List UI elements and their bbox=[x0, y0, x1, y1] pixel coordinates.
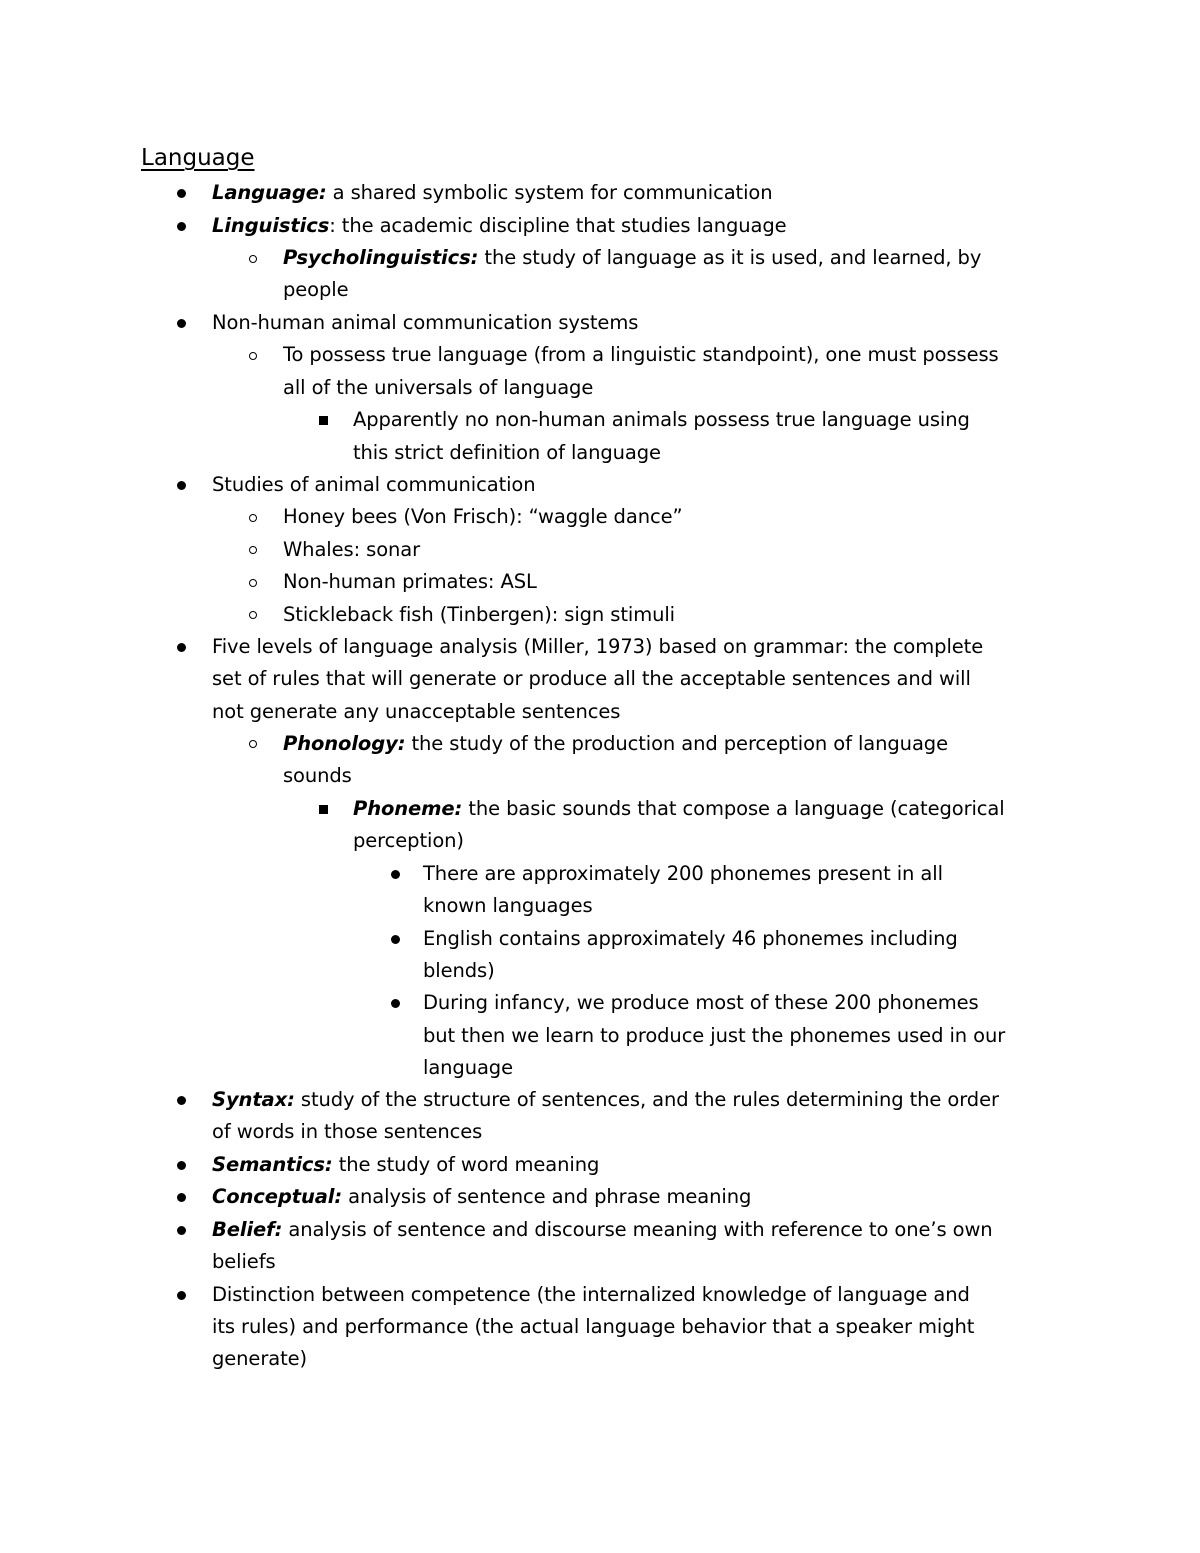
item-text: set of rules that will generate or produce all the acceptable sentences and will bbox=[212, 667, 971, 690]
bullet-circle-icon bbox=[249, 579, 257, 587]
bullet-circle-icon bbox=[249, 611, 257, 619]
bullet-circle-icon bbox=[249, 546, 257, 554]
list-item-continuation bbox=[423, 1020, 1005, 1052]
bullet-circle-icon bbox=[249, 740, 257, 748]
list-item bbox=[212, 1279, 970, 1311]
item-text: During infancy, we produce most of these 200 phonemes bbox=[423, 991, 979, 1014]
bullet-disc-icon bbox=[177, 1096, 186, 1105]
item-text: : the academic discipline that studies language bbox=[329, 214, 787, 237]
item-text: Whales: sonar bbox=[283, 538, 421, 561]
item-text: Honey bees (Von Frisch): “waggle dance” bbox=[283, 505, 683, 528]
item-text: Five levels of language analysis (Miller, 1973) based on grammar: the complete bbox=[212, 635, 984, 658]
item-text: but then we learn to produce just the phonemes used in our bbox=[423, 1024, 1006, 1047]
list-item bbox=[212, 177, 773, 209]
item-text: known languages bbox=[423, 894, 593, 917]
item-text: Distinction between competence (the internalized knowledge of language and bbox=[212, 1283, 970, 1306]
list-item bbox=[283, 599, 675, 631]
bullet-disc-icon bbox=[177, 481, 186, 490]
item-text: not generate any unacceptable sentences bbox=[212, 700, 621, 723]
item-text: To possess true language (from a linguistic standpoint), one must possess bbox=[283, 343, 999, 366]
list-item bbox=[283, 566, 537, 598]
item-text: all of the universals of language bbox=[283, 376, 594, 399]
list-item-continuation bbox=[212, 1116, 482, 1148]
list-item-continuation bbox=[212, 663, 971, 695]
list-item-continuation bbox=[212, 1311, 974, 1343]
page-title: Language bbox=[141, 145, 255, 171]
term-label: Syntax: bbox=[212, 1088, 295, 1111]
term-label: Psycholinguistics: bbox=[283, 246, 479, 269]
list-item-continuation bbox=[423, 955, 495, 987]
item-text: the basic sounds that compose a language (categorical bbox=[462, 797, 1005, 820]
item-text: beliefs bbox=[212, 1250, 276, 1273]
list-item-continuation bbox=[212, 696, 620, 728]
term-label: Phoneme: bbox=[353, 797, 463, 820]
bullet-disc-icon bbox=[177, 1161, 186, 1170]
list-item bbox=[283, 534, 420, 566]
list-item bbox=[212, 1214, 993, 1246]
list-item bbox=[212, 469, 536, 501]
list-item-continuation bbox=[423, 890, 593, 922]
bullet-disc-icon bbox=[391, 999, 400, 1008]
item-text: There are approximately 200 phonemes present in all bbox=[423, 862, 943, 885]
term-label: Linguistics bbox=[212, 214, 330, 237]
list-item bbox=[212, 210, 787, 242]
list-item-continuation bbox=[283, 372, 593, 404]
list-item bbox=[423, 858, 943, 890]
item-text: a shared symbolic system for communication bbox=[326, 181, 773, 204]
item-text: analysis of sentence and phrase meaning bbox=[342, 1185, 752, 1208]
list-item-continuation bbox=[283, 274, 349, 306]
bullet-disc-icon bbox=[177, 1291, 186, 1300]
bullet-disc-icon bbox=[177, 319, 186, 328]
list-item bbox=[212, 1084, 999, 1116]
bullet-disc-icon bbox=[177, 1193, 186, 1202]
item-text: study of the structure of sentences, and the rules determining the order bbox=[294, 1088, 999, 1111]
bullet-square-icon bbox=[319, 805, 328, 814]
list-item bbox=[283, 728, 948, 760]
item-text: Stickleback fish (Tinbergen): sign stimuli bbox=[283, 603, 675, 626]
item-text: generate) bbox=[212, 1347, 308, 1370]
item-text: sounds bbox=[283, 764, 352, 787]
list-item bbox=[423, 987, 979, 1019]
item-text: the study of word meaning bbox=[332, 1153, 600, 1176]
item-text: English contains approximately 46 phonemes including bbox=[423, 927, 958, 950]
list-item-continuation bbox=[353, 437, 661, 469]
list-item bbox=[212, 1181, 751, 1213]
term-label: Phonology: bbox=[283, 732, 406, 755]
term-label: Belief: bbox=[212, 1218, 283, 1241]
item-text: Studies of animal communication bbox=[212, 473, 536, 496]
bullet-disc-icon bbox=[391, 935, 400, 944]
list-item-continuation bbox=[353, 825, 464, 857]
list-item bbox=[212, 1149, 599, 1181]
term-label: Conceptual: bbox=[212, 1185, 343, 1208]
list-item bbox=[283, 501, 682, 533]
item-text: language bbox=[423, 1056, 513, 1079]
list-item bbox=[423, 923, 958, 955]
item-text: of words in those sentences bbox=[212, 1120, 483, 1143]
list-item bbox=[353, 404, 970, 436]
item-text: people bbox=[283, 278, 349, 301]
item-text: blends) bbox=[423, 959, 495, 982]
item-text: Non-human primates: ASL bbox=[283, 570, 537, 593]
list-item-continuation bbox=[423, 1052, 513, 1084]
item-text: Apparently no non-human animals possess true language using bbox=[353, 408, 970, 431]
list-item bbox=[212, 631, 983, 663]
item-text: perception) bbox=[353, 829, 464, 852]
item-text: Non-human animal communication systems bbox=[212, 311, 639, 334]
item-text: its rules) and performance (the actual language behavior that a speaker might bbox=[212, 1315, 975, 1338]
bullet-disc-icon bbox=[391, 870, 400, 879]
list-item-continuation bbox=[283, 760, 352, 792]
list-item bbox=[212, 307, 638, 339]
item-text: analysis of sentence and discourse meaning with reference to one’s own bbox=[282, 1218, 993, 1241]
bullet-circle-icon bbox=[249, 514, 257, 522]
bullet-circle-icon bbox=[249, 255, 257, 263]
bullet-circle-icon bbox=[249, 352, 257, 360]
item-text: this strict definition of language bbox=[353, 441, 661, 464]
bullet-disc-icon bbox=[177, 643, 186, 652]
item-text: the study of language as it is used, and learned, by bbox=[478, 246, 982, 269]
bullet-disc-icon bbox=[177, 189, 186, 198]
bullet-square-icon bbox=[319, 416, 328, 425]
bullet-disc-icon bbox=[177, 1226, 186, 1235]
list-item bbox=[283, 339, 999, 371]
item-text: the study of the production and perception of language bbox=[405, 732, 948, 755]
list-item-continuation bbox=[212, 1246, 276, 1278]
term-label: Language: bbox=[212, 181, 327, 204]
list-item bbox=[283, 242, 981, 274]
list-item-continuation bbox=[212, 1343, 307, 1375]
bullet-disc-icon bbox=[177, 222, 186, 231]
term-label: Semantics: bbox=[212, 1153, 333, 1176]
list-item bbox=[353, 793, 1005, 825]
